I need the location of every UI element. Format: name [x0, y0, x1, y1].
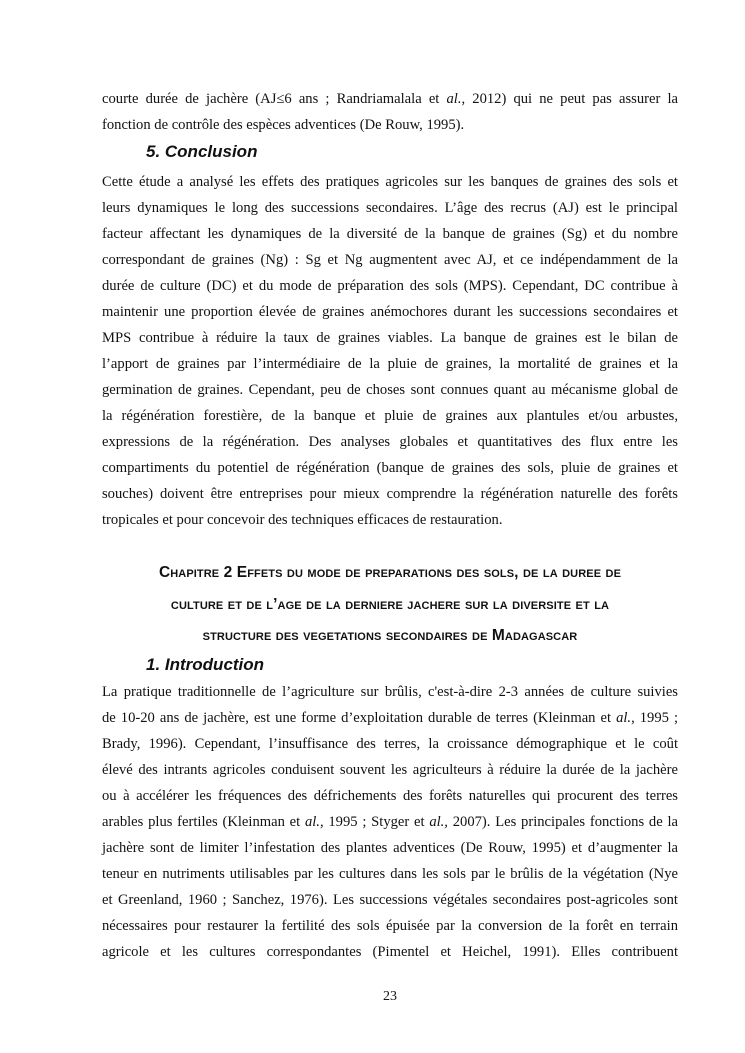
paragraph-line: [102, 172, 678, 192]
text-segment: correspondant de graines (Ng) : Sg et Ng augmentent avec AJ, et ce indépendamment de la: [102, 252, 678, 268]
paragraph-line: [102, 682, 678, 702]
text-segment: compartiments du potentiel de régénération (banque de graines des sols, pluie de graines et: [102, 460, 678, 476]
text-segment: expressions de la régénération. Des analyses globales et quantitatives des flux entre les: [102, 434, 678, 450]
chapter-title-line: culture et de l’age de la derniere jachere sur la diversite et la: [170, 596, 610, 613]
text-segment: souches) doivent être entreprises pour mieux comprendre la régénération naturelle des forêts: [102, 486, 678, 502]
text-segment: agricole et les cultures correspondantes (Pimentel et Heichel, 1991). Elles contribuent: [102, 944, 678, 960]
italic-text: al.: [616, 710, 632, 726]
text-segment: et Greenland, 1960 ; Sanchez, 1976). Les successions végétales secondaires post-agricoles sont: [102, 892, 678, 908]
paragraph-line: [102, 328, 678, 348]
text-segment: Cette étude a analysé les effets des pratiques agricoles sur les banques de graines des sols et: [102, 174, 678, 190]
paragraph-line: [102, 838, 678, 858]
text-segment: arables plus fertiles (Kleinman et: [102, 814, 305, 830]
paragraph-line: [102, 406, 678, 426]
text-segment: leurs dynamiques le long des successions secondaires. L’âge des recrus (AJ) est le principal: [102, 200, 678, 216]
chapter-title-line: Chapitre 2 Effets du mode de preparations des sols, de la duree de: [158, 564, 622, 581]
section-heading-conclusion: 5. Conclusion: [146, 142, 258, 161]
paragraph-line: [102, 302, 678, 322]
text-segment: , 1995 ; Styger et: [319, 814, 430, 830]
paragraph-line: [102, 510, 678, 530]
text-segment: Brady, 1996). Cependant, l’insuffisance des terres, la croissance démographique et le coût: [102, 736, 678, 752]
italic-text: al.: [304, 814, 320, 830]
paragraph-line: [102, 224, 678, 244]
text-segment: MPS contribue à réduire la taux de graines viables. La banque de graines est le bilan de: [102, 330, 678, 346]
paragraph-line: [102, 115, 678, 135]
text-segment: courte durée de jachère (AJ≤6 ans ; Randriamalala et: [102, 91, 447, 107]
text-segment: de 10-20 ans de jachère, est une forme d’exploitation durable de terres (Kleinman et: [102, 710, 617, 726]
paragraph-line: [102, 760, 678, 780]
paragraph-line: [102, 354, 678, 374]
paragraph-line: [102, 198, 678, 218]
paragraph-line: [102, 708, 678, 728]
paragraph-line: [102, 786, 678, 806]
chapter-title-line: structure des vegetations secondaires de Madagascar: [202, 627, 578, 644]
text-segment: jachère sont de limiter l’infestation des plantes adventices (De Rouw, 1995) et d’augmenter la: [102, 840, 678, 856]
text-segment: la régénération forestière, de la banque et pluie de graines aux plantules et/ou arbustes,: [102, 408, 678, 424]
text-segment: durée de culture (DC) et du mode de préparation des sols (MPS). Cependant, DC contribue à: [102, 278, 678, 294]
paragraph-line: [102, 250, 678, 270]
paragraph-line: [102, 734, 678, 754]
text-segment: maintenir une proportion élevée de graines anémochores durant les successions secondaires et: [102, 304, 678, 320]
paragraph-line: [102, 89, 678, 109]
text-segment: ou à accélérer les fréquences des défrichements des forêts naturelles qui procurent des terres: [102, 788, 678, 804]
text-segment: élevé des intrants agricoles conduisent souvent les agriculteurs à réduire la durée de la jachère: [102, 762, 678, 778]
page-number: 23: [383, 989, 397, 1004]
paragraph-line: [102, 432, 678, 452]
text-segment: germination de graines. Cependant, peu de choses sont connues quant au mécanisme global de: [102, 382, 678, 398]
paragraph-line: [102, 942, 678, 962]
section-heading-introduction: 1. Introduction: [146, 655, 265, 674]
text-segment: La pratique traditionnelle de l’agriculture sur brûlis, c'est-à-dire 2-3 années de culture suivies: [102, 684, 678, 700]
text-segment: teneur en nutriments utilisables par les cultures dans les sols par le brûlis de la végétation (Nye: [102, 866, 678, 882]
text-segment: l’apport de graines par l’intermédiaire de la pluie de graines, la mortalité de graines et la: [102, 356, 678, 372]
text-segment: nécessaires pour restaurer la fertilité des sols épuisée par la conversion de la forêt en terrain: [102, 918, 678, 934]
paragraph-line: [102, 458, 678, 478]
text-segment: tropicales et pour concevoir des techniques efficaces de restauration.: [102, 512, 503, 528]
text-segment: , 1995 ;: [631, 710, 679, 726]
paragraph-line: [102, 916, 678, 936]
text-segment: fonction de contrôle des espèces adventices (De Rouw, 1995).: [102, 117, 465, 133]
text-segment: , 2012) qui ne peut pas assurer la: [461, 91, 678, 107]
text-segment: 2007). Les principales fonctions de la: [447, 814, 678, 830]
paragraph-line: [102, 276, 678, 296]
paragraph-line: [102, 864, 678, 884]
paragraph-line: [102, 484, 678, 504]
paragraph-line: [102, 890, 678, 910]
paragraph-line: [102, 380, 678, 400]
paragraph-line: [102, 812, 678, 832]
text-segment: facteur affectant les dynamiques de la diversité de la banque de graines (Sg) et du nombre: [102, 226, 678, 242]
italic-text: al.,: [429, 814, 448, 830]
italic-text: al.: [446, 91, 462, 107]
